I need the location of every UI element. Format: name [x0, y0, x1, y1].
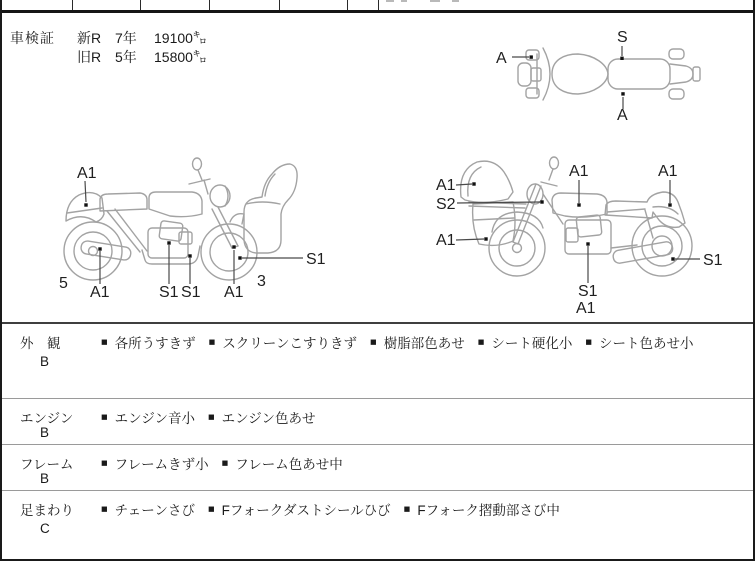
condition-item	[208, 407, 315, 427]
condition-text: エンジン音小	[114, 411, 195, 426]
mileage-old: 15800㌔	[154, 49, 207, 65]
label-fork-a1: A1	[224, 284, 244, 301]
condition-item	[370, 332, 465, 352]
era-old: 旧R	[77, 49, 102, 65]
section-name: エンジン	[20, 411, 74, 426]
bullet-square-icon: ■	[101, 336, 108, 348]
label-front-a: A	[496, 50, 507, 67]
grade-badge: B	[40, 471, 50, 486]
mileage-new: 19100㌔	[154, 30, 207, 46]
motorcycle-top-view-diagram	[490, 26, 705, 126]
bullet-square-icon: ■	[101, 457, 108, 469]
condition-item	[478, 332, 573, 352]
motorcycle-left-side-diagram	[52, 152, 337, 309]
label-rear-wheel-s1: S1	[703, 252, 723, 269]
era-new: 新R	[77, 30, 102, 46]
bullet-square-icon: ■	[403, 503, 411, 515]
condition-text: 各所うすきず	[114, 336, 196, 351]
condition-text: Fフォーク摺動部さび中	[417, 503, 560, 518]
registration-label: 車検証	[10, 30, 55, 46]
top-view-pointer-dots	[530, 55, 625, 95]
registration-row-old	[77, 48, 207, 67]
bullet-square-icon: ■	[101, 503, 108, 515]
label-tank-a1: A1	[569, 163, 589, 180]
registration-block	[10, 29, 207, 67]
zone-number-5: 5	[59, 275, 68, 292]
condition-items	[101, 499, 560, 519]
bullet-square-icon: ■	[208, 336, 216, 348]
clipped-text-fragment	[401, 0, 407, 2]
clipped-text-fragment	[386, 0, 394, 2]
label-tail-a1: A1	[77, 165, 97, 182]
condition-item	[101, 407, 195, 427]
condition-item	[101, 332, 196, 352]
section-undercarriage	[2, 490, 753, 559]
condition-text: シート硬化小	[491, 336, 573, 351]
label-muffler-a1: A1	[90, 284, 110, 301]
label-front-wheel-s1: S1	[306, 251, 326, 268]
label-engine-s1: S1	[159, 284, 179, 301]
clipped-text-fragment	[430, 0, 440, 2]
label-seat-a: A	[617, 107, 628, 121]
condition-items	[101, 407, 315, 427]
section-name: フレーム	[20, 457, 74, 472]
grade-badge: B	[40, 425, 50, 440]
condition-text: エンジン色あせ	[221, 411, 316, 426]
label-cowl-lower-a1: A1	[436, 232, 456, 249]
motorcycle-right-side-diagram	[429, 150, 747, 323]
label-engine-a1: A1	[576, 300, 596, 317]
condition-item	[585, 332, 693, 352]
condition-text: チェーンさび	[114, 503, 195, 518]
bullet-square-icon: ■	[207, 411, 215, 423]
bullet-square-icon: ■	[477, 336, 485, 348]
column-divider	[378, 0, 379, 10]
section-exterior	[2, 322, 753, 398]
bullet-square-icon: ■	[585, 336, 593, 348]
section-frame	[2, 444, 753, 490]
condition-text: スクリーンこすりきず	[222, 336, 358, 351]
label-cowl-upper-a1: A1	[436, 177, 456, 194]
column-divider	[209, 0, 210, 10]
section-name: 足まわり	[20, 503, 74, 518]
bullet-square-icon: ■	[101, 411, 108, 423]
year-new: 7年	[115, 30, 137, 46]
bullet-square-icon: ■	[221, 457, 229, 469]
bullet-square-icon: ■	[207, 503, 215, 515]
condition-item	[404, 499, 560, 519]
section-engine	[2, 398, 753, 444]
section-name: 外 観	[20, 336, 61, 351]
condition-text: シート色あせ小	[599, 336, 694, 351]
label-engine-s1: S1	[578, 283, 598, 300]
table-top-edge	[2, 0, 753, 13]
left-view-outline	[64, 158, 297, 280]
label-screen-s2: S2	[436, 196, 456, 213]
column-divider	[72, 0, 73, 10]
condition-item	[208, 499, 391, 519]
registration-row-new	[77, 29, 207, 48]
column-divider	[347, 0, 348, 10]
condition-items	[101, 332, 694, 352]
label-seat-s: S	[617, 29, 628, 46]
column-divider	[140, 0, 141, 10]
registration-rows	[77, 29, 207, 67]
grade-badge: C	[40, 521, 50, 536]
condition-text: フレーム色あせ中	[235, 457, 343, 472]
condition-text: 樹脂部色あせ	[383, 336, 465, 351]
condition-items	[101, 453, 343, 473]
grade-badge: B	[40, 354, 50, 369]
label-frame-s1: S1	[181, 284, 201, 301]
condition-item	[101, 499, 195, 519]
condition-item	[209, 332, 357, 352]
year-old: 5年	[115, 49, 137, 65]
left-view-pointer-lines	[85, 181, 303, 284]
condition-text: Fフォークダストシールひび	[221, 503, 391, 518]
column-divider	[279, 0, 280, 10]
label-tail-a1: A1	[658, 163, 678, 180]
condition-item	[222, 453, 343, 473]
top-view-outline	[518, 48, 700, 100]
bullet-square-icon: ■	[370, 336, 377, 348]
zone-number-3: 3	[257, 273, 266, 290]
condition-text: フレームきず小	[114, 457, 209, 472]
condition-item	[101, 453, 209, 473]
clipped-text-fragment	[452, 0, 459, 2]
